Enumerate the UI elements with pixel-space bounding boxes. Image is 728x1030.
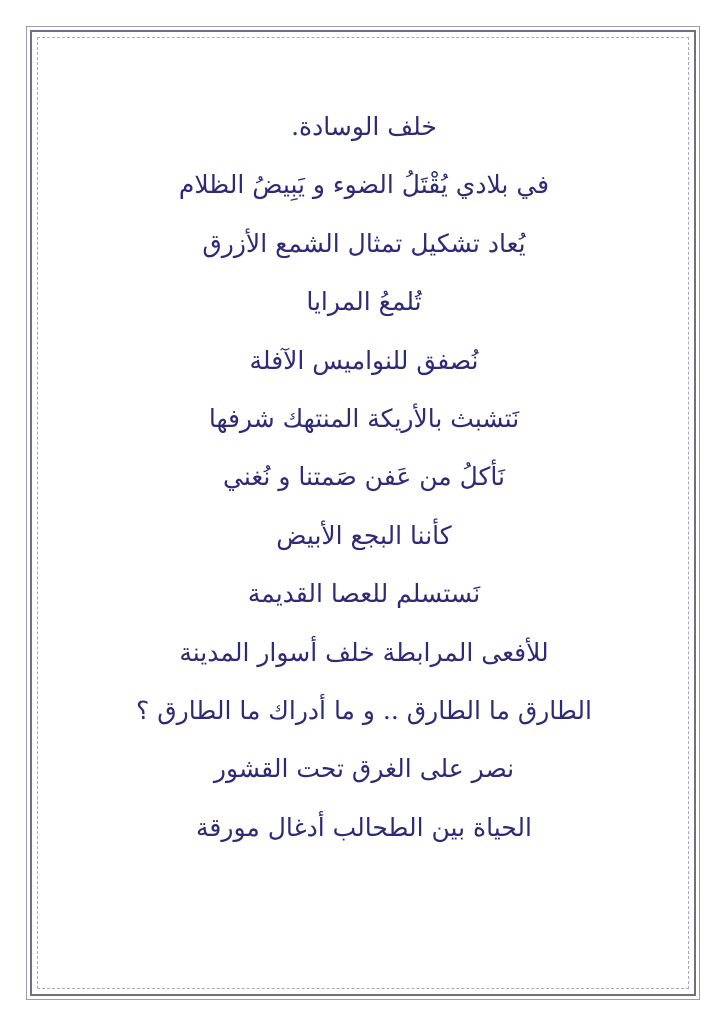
poem-line: نَأكلُ من عَفن صَمتنا و نُغني xyxy=(222,462,506,492)
poem-line: يُعاد تشكيل تمثال الشمع الأزرق xyxy=(202,228,526,258)
poem xyxy=(40,98,688,857)
poem-line: الطارق ما الطارق .. و ما أدراك ما الطارق ؟ xyxy=(136,695,592,725)
poem-line: نصر على الغرق تحت القشور xyxy=(213,754,515,784)
poem-line: كأننا البجع الأبيض xyxy=(276,520,452,550)
poem-line: تُلمعُ المرايا xyxy=(306,287,422,317)
poem-line: في بلادي يُقْتَلُ الضوء و يَبِيضُ الظلام xyxy=(178,170,550,200)
poem-line: للأفعى المرابطة خلف أسوار المدينة xyxy=(179,637,549,667)
poem-line: الحياة بين الطحالب أدغال مورقة xyxy=(196,812,532,842)
poem-line: نَتشبث بالأريكة المنتهك شرفها xyxy=(208,403,520,433)
poem-line: نُصفق للنواميس الآفلة xyxy=(249,345,479,375)
poem-line: نَستسلم للعصا القديمة xyxy=(247,579,481,609)
poem-title: خلف الوسادة. xyxy=(291,112,437,141)
